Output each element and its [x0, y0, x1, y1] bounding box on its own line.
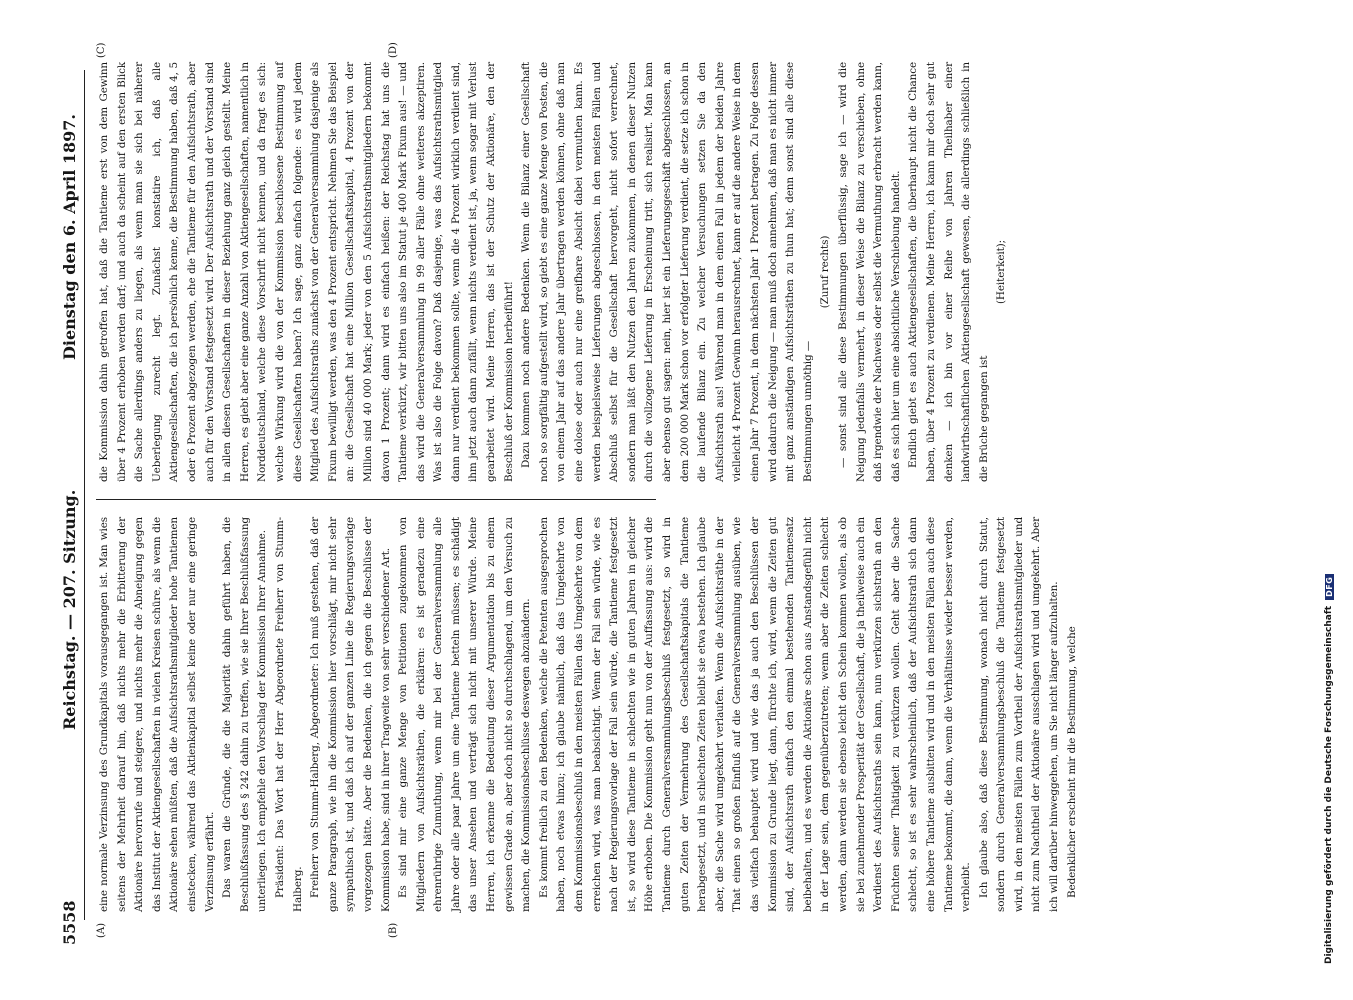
paragraph: die Kommission dahin getroffen hat, daß die Tantieme erst von dem Gewinn über 4 Prozent erhoben werden darf; und auch da scheint auf den ersten Blick die Sache allerdings anders zu liegen, als wenn man sie sich bei näherer Ueberlegung zurecht legt. Zunächst konstatire ich, daß alle Aktiengesellschaften, die ich persönlich kenne, die Bestimmung haben, daß 4, 5 oder 6 Prozent abgezogen werden, ehe die Tantieme für den Aufsichtsrath, aber auch für den Vorstand festgesetzt wird. Der Aufsichtsrath und der Vorstand sind in allen diesen Gesellschaften in dieser Beziehung ganz gleich gestellt. Meine Herren, es giebt aber eine ganze Anzahl von Aktiengesellschaften, namentlich in Norddeutschland, welche diese Vorschrift nicht kennen, und da fragt es sich: welche Wirkung wird die von der Kommission beschlossene Bestimmung auf diese Gesellschaften haben? Ich sage, ganz einfach folgende: es wird jedem Mitglied des Aufsichtsraths zunächst von der Generalversammlung dasjenige als Fixum bewilligt werden, was den 4 Prozent entspricht. Nehmen Sie das Beispiel an: die Gesellschaft hat eine Million Gesellschaftskapital, 4 Prozent von der Million sind 40 000 Mark; jeder von den 5 Aufsichtsrathsmitgliedern bekommt davon 1 Prozent; dann wird es einfach heißen: der Reichstag hat uns die Tantieme verkürzt, wir bitten uns also im Statut je 400 Mark Fixum aus! — und das wird die Generalversammlung in 99 aller Fälle ohne weiteres akzeptiren. Was ist also die Folge davon? Daß dasjenige, was das Aufsichtsrathsmitglied dann nur verdient bekommen sollte, wenn die 4 Prozent wirklich verdient sind, ihm jetzt auch dann zufällt, wenn nichts verdient ist, ja, wenn sogar mit Verlust gearbeitet wird. Meine Herren, das ist der Schutz der Aktionäre, den der Beschluß der Kommission herbeiführt!	[98, 62, 515, 482]
session-title: Reichstag. — 207. Sitzung.	[60, 489, 79, 730]
column-divider	[96, 499, 656, 500]
dfg-logo: DFG	[1325, 574, 1334, 600]
paragraph: — sonst sind alle diese Bestimmungen überflüssig, sage ich — wird die Neigung jedenfalls vermehrt, in dieser Weise die Bilanz zu verschieben, ohne daß irgendwie der Nachweis oder selbst die Vermuthung erbracht werden kann, daß es sich hier um eine absichtliche Verschiebung handelt.	[836, 62, 902, 482]
interjection: (Zuruf rechts)	[819, 235, 832, 309]
margin-marker-d: (D)	[388, 42, 399, 58]
digitization-credit	[1322, 4, 1336, 964]
right-text-column	[96, 62, 1008, 482]
interjection: (Heiterkeit);	[995, 239, 1008, 305]
speaker-line: Präsident: Das Wort hat der Herr Abgeordnete Freiherr von Stumm-Halberg.	[273, 517, 304, 912]
paragraph: eine normale Verzinsung des Grundkapitals vorausgegangen ist. Man wies seitens der Mehrheit darauf hin, daß nichts mehr die Erbitterung der Aktionäre hervorrufe und steigere, und nichts mehr die Abneigung gegen das Institut der Aktiengesellschaften in vielen Kreisen schüre, als wenn die Aktionäre sehen müßten, daß die Aufsichtsrathsmitglieder hohe Tantiemen einstecken, während das Aktienkapital selbst keine oder nur eine geringe Verzinsung erfährt.	[98, 517, 216, 912]
paragraph: Freiherr von Stumm-Halberg, Abgeordneter: Ich muß gestehen, daß der ganze Paragraph, wie ihn die Kommission hier vorschlägt, mir nicht sehr sympathisch ist, und daß ich auf der ganzen Linie die Regierungsvorlage vorgezogen hätte. Aber die Bedenken, die ich gegen die Beschlüsse der Kommission habe, sind in ihrer Tragweite von sehr verschiedener Art.	[309, 517, 392, 912]
paragraph: Es sind mir eine ganze Menge von Petitionen zugekommen von Mitgliedern von Aufsichtsräthen, die erklären: es ist geradezu eine ehrenrührige Zumuthung, wenn mir bei der Generalversammlung alle Jahre oder alle paar Jahre um eine Tantieme betteln müssen; es schädigt das unser Ansehen und verträgt sich nicht mit unserer Würde. Meine Herren, ich erkenne die Bedeutung dieser Argumentation bis zu einem gewissen Grade an, aber doch nicht so durchschlagend, um den Versuch zu machen, die Kommissionsbeschlüsse deswegen abzuändern.	[397, 517, 533, 912]
paragraph: Endlich giebt es auch Aktiengesellschaften, die überhaupt nicht die Chance haben, über 4 Prozent zu verdienen. Meine Herren, ich kann mir doch sehr gut denken — ich bin vor einer Reihe von Jahren Theilhaber einer landwirthschaftlichen Aktiengesellschaft gewesen, die allerdings schließlich in die Brüche gegangen ist	[907, 62, 990, 482]
paragraph: Ich glaube also, daß diese Bestimmung, wonach nicht durch Statut, sondern durch Generalversammlungsbeschluß die Tantieme festgesetzt wird, in den meisten Fällen zum Vortheil der Aufsichtsrathsmitglieder und nicht zum Nachtheil der Aktionäre ausschlagen wird und umgekehrt. Aber ich will darüber hinweggehen, um Sie nicht länger aufzuhalten.	[977, 517, 1061, 912]
header-rule	[84, 70, 85, 920]
margin-marker-b: (B)	[388, 922, 399, 938]
paragraph: Das waren die Gründe, die die Majorität dahin geführt haben, die Beschlußfassung des § 242 dahin zu treffen, wie sie Ihrer Beschlußfassung unterliegen. Ich empfehle den Vorschlag der Kommission Ihrer Annahme.	[221, 517, 269, 912]
digitization-note: Digitalisierung gefördert durch die Deutsche Forschungsgemeinschaft	[1324, 605, 1334, 964]
paragraph: Es kommt freilich zu den Bedenken, welche die Petenten ausgesprochen haben, noch etwas hinzu; ich glaube nämlich, daß das Umgekehrte von dem Kommissionsbeschluß in den meisten Fällen das Umgekehrte von dem erreichen wird, was man beabsichtigt. Wenn der Fall sein würde, wie es nach der Regierungsvorlage der Fall sein würde, die Tantieme festgesetzt ist, so wird diese Tantieme in schlechten wie in guten Jahren in gleicher Höhe erhoben. Die Kommission geht nun von der Auffassung aus: wird die Tantieme durch Generalversammlungsbeschluß festgesetzt, so wird in guten Zeiten der Vermehrung des Gesellschaftskapitals die Tantieme herabgesetzt, und in schlechten Zeiten bleibt sie etwa bestehen. Ich glaube aber, die Sache wird umgekehrt verlaufen. Wenn die Aufsichtsräthe in der That einen so großen Einfluß auf die Generalversammlung ausüben, wie das vielfach behauptet wird und wie das ja auch den Beschlüssen der Kommission zu Grunde liegt, dann, fürchte ich, wird, wenn die Zeiten gut sind, der Aufsichtsrath einfach den einmal bestehenden Tantiemesatz beibehalten, und es werden die Aktionäre schon aus Anstandsgefühl nicht in der Lage sein, dem gegenüberzutreten; wenn aber die Zeiten schlecht werden, dann werden sie ebenso leicht den Schein kommen wollen, als ob sie bei zunehmender Prosperität der Gesellschaft, die ja theilweise auch ein Verdienst des Aufsichtsraths sein kann, nun verkürzen sichstrath an den Früchten seiner Thätigkeit zu verkürzen wollen. Geht aber die Sache schlecht, so ist es sehr wahrscheinlich, daß der Aufsichtsrath sich dann eine höhere Tantieme ausbitten wird und in den meisten Fällen auch diese Tantieme bekommt, die dann, wenn die Verhältnisse wieder besser werden, verbleibt.	[537, 517, 973, 912]
margin-marker-c: (C)	[96, 42, 107, 58]
paragraph: Dazu kommen noch andere Bedenken. Wenn die Bilanz einer Gesellschaft noch so sorgfältig aufgestellt wird, so giebt es eine ganze Menge von Posten, die von einem Jahr auf das andere Jahr übertragen werden können, ohne daß man eine dolose oder auch nur eine greifbare Absicht dabei vermuthen kann. Es werden beispielsweise Lieferungen abgeschlossen, in den meisten Fällen und Abschluß selbst für die Gesellschaft hervorgeht, nicht sofort verrechnet, sondern man läßt den Nutzen den Jahren zukommen, in denen dieser Nutzen durch die vollzogene Lieferung in Erscheinung tritt, sich realisirt. Man kann aber ebenso gut sagen: nein, hier ist ein Lieferungsgeschäft abgeschlossen, an dem 200 000 Mark schon vor erfolgter Lieferung verdient, die setze ich schon in die laufende Bilanz ein. Zu welcher Versuchungen setzen Sie da den Aufsichtsrath aus! Während man in dem einen Fall in jedem der beiden Jahre vielleicht 4 Prozent Gewinn herausrechnet, kann er auf die andere Weise in dem einen Jahr 7 Prozent, in dem nächsten Jahr 1 Prozent betragen. Zu Folge dessen wird dadurch die Neigung — man muß doch annehmen, daß man es nicht immer mit ganz anständigen Aufsichtsräthen zu thun hat; denn sonst sind alle diese Bestimmungen unnöthig —	[520, 62, 814, 482]
page-header	[60, 0, 90, 1000]
margin-marker-a: (A)	[96, 922, 107, 938]
session-date: Dienstag den 6. April 1897.	[60, 114, 79, 360]
paragraph: Bedenklicher erscheint mir die Bestimmung, welche	[1065, 626, 1078, 898]
left-text-column	[96, 517, 1078, 912]
page-number: 5558	[60, 900, 79, 945]
